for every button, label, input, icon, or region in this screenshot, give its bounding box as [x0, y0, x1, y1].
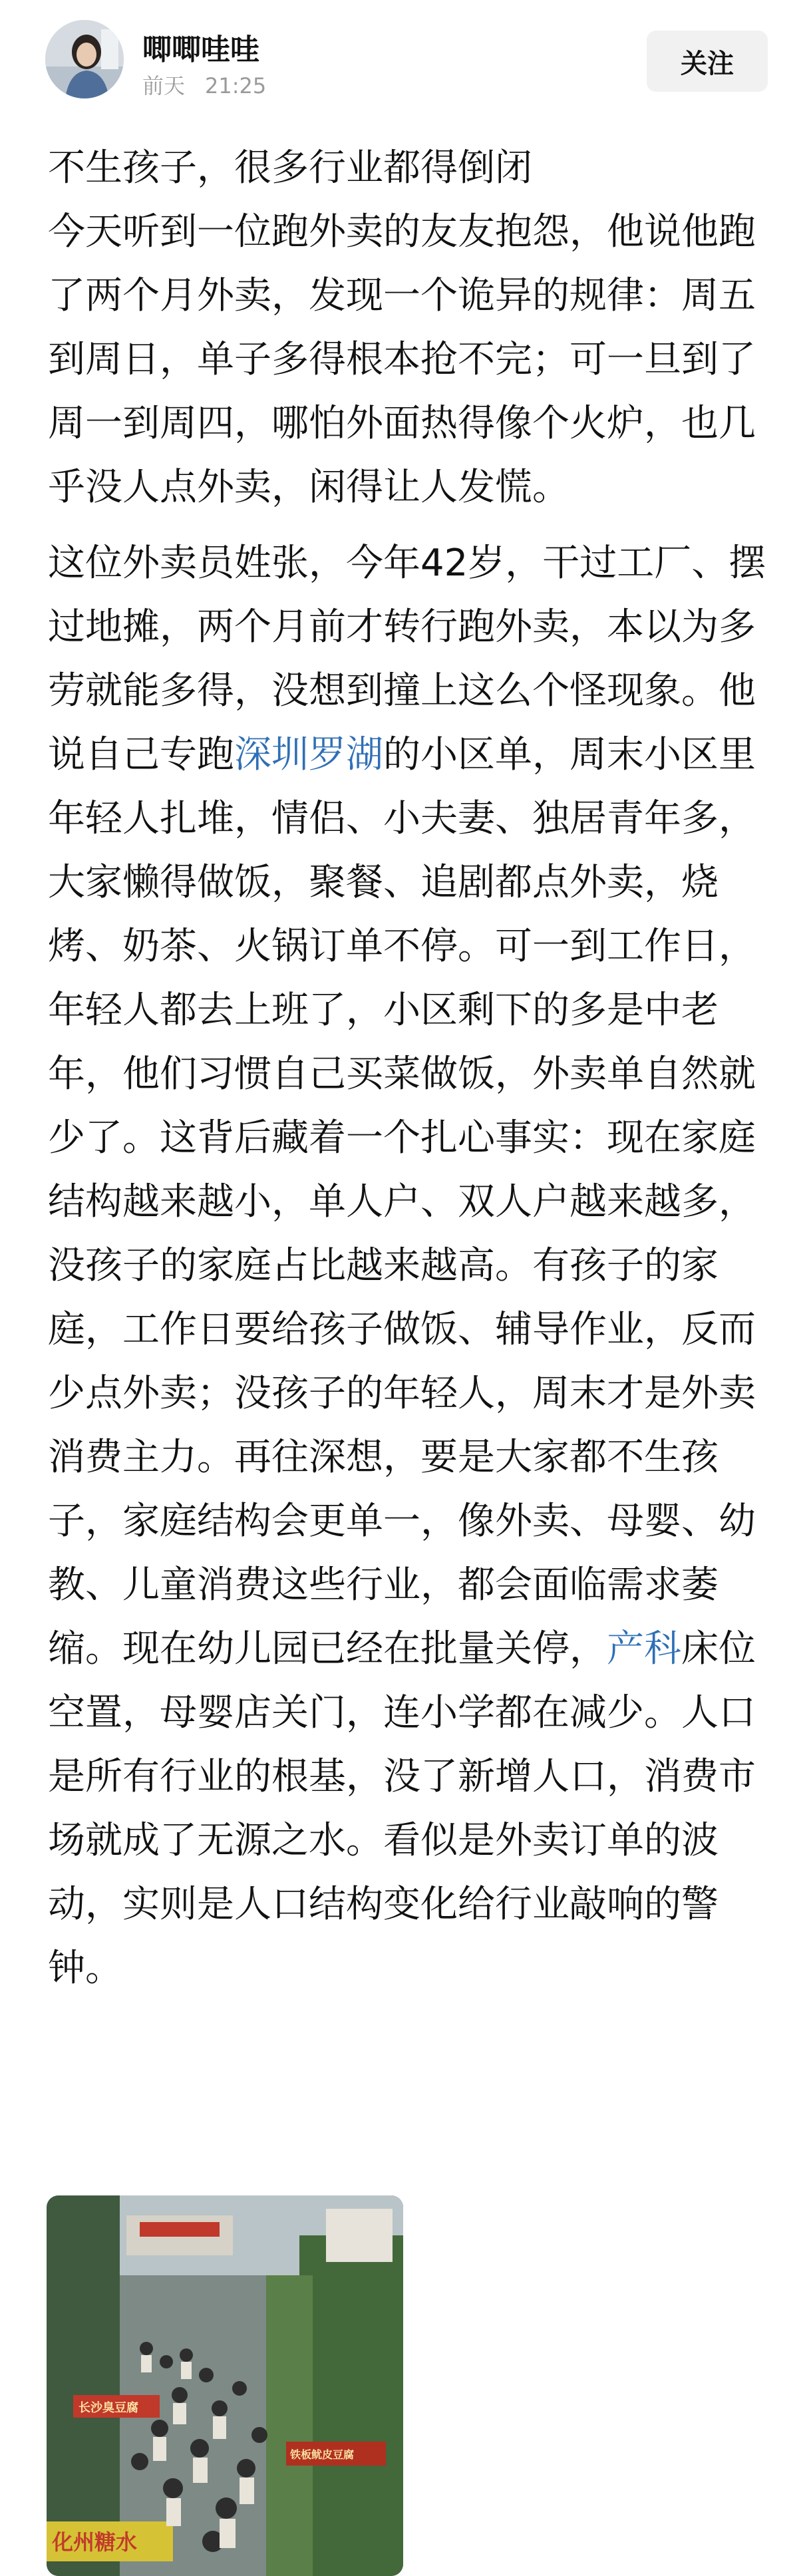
avatar-image — [45, 20, 124, 98]
article-body-1 — [48, 136, 766, 520]
article-body-2 — [48, 532, 766, 2001]
post-time: 21:25 — [205, 73, 267, 98]
sign-text-2: 铁板鱿皮豆腐 — [290, 2448, 355, 2461]
paragraph-2-part-1: 这位外卖员姓张，今年42岁，干过工厂、摆过地摊，两个月前才转行跑外卖，本以为多劳就能多得，没想到撞上这么个怪现象。他说自己专跑 — [48, 542, 766, 776]
post-header — [0, 0, 809, 120]
topic-link-shenzhen-luohu[interactable]: 深圳罗湖 — [234, 733, 383, 776]
article-title: 不生孩子，很多行业都得倒闭 — [48, 146, 532, 190]
avatar[interactable] — [45, 20, 124, 98]
author-name[interactable]: 唧唧哇哇 — [142, 33, 259, 67]
sign-text-1: 长沙臭豆腐 — [79, 2401, 138, 2415]
sign-text-3: 化州糖水 — [52, 2529, 138, 2555]
paragraph-2-part-3: 床位空置，母婴店关门，连小学都在减少。人口是所有行业的根基，没了新增人口，消费市场就成了无源之水。看似是外卖订单的波动，实则是人口结构变化给行业敲响的警钟。 — [48, 1627, 756, 1990]
post-content — [48, 136, 766, 2001]
street-market-photo — [47, 2195, 403, 2576]
paragraph-1: 今天听到一位跑外卖的友友抱怨，他说他跑了两个月外卖，发现一个诡异的规律：周五到周日，单子多得根本抢不完；可一旦到了周一到周四，哪怕外面热得像个火炉，也几乎没人点外卖，闲得让人发慌。 — [48, 210, 756, 509]
follow-button[interactable]: 关注 — [647, 31, 768, 92]
post-image[interactable] — [47, 2195, 403, 2576]
topic-link-obstetrics[interactable]: 产科 — [607, 1627, 681, 1671]
post-date: 前天 — [142, 73, 186, 98]
paragraph-2-part-2: 的小区单，周末小区里年轻人扎堆，情侣、小夫妻、独居青年多，大家懒得做饭，聚餐、追剧都点外卖，烧烤、奶茶、火锅订单不停。可一到工作日，年轻人都去上班了，小区剩下的多是中老年，他们习惯自己买菜做饭，外卖单自然就少了。这背后藏着一个扎心事实：现在家庭结构越来越小，单人户、双人户越来越多，没孩子的家庭占比越来越高。有孩子的家庭，工作日要给孩子做饭、辅导作业，反而少点外卖；没孩子的年轻人，周末才是外卖消费主力。再往深想，要是大家都不生孩子，家庭结构会更单一，像外卖、母婴、幼教、儿童消费这些行业，都会面临需求萎缩。现在幼儿园已经在批量关停， — [48, 733, 756, 1671]
post-meta — [142, 69, 266, 100]
